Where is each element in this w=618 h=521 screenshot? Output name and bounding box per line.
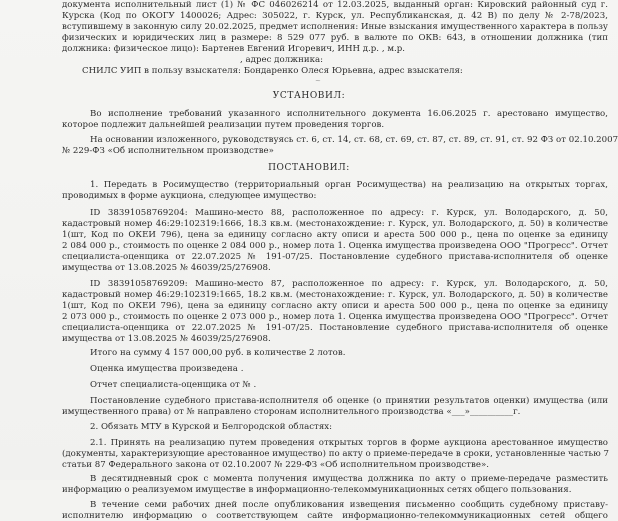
decree-line-1: Постановление судебного пристава-исполнителя об оценке (о принятии результатов оценки) имущества (или [90,396,608,406]
established-line-4: № 229-ФЗ «Об исполнительном производстве» [62,146,274,156]
header-line-7: СНИЛС УИП в пользу взыскателя: Бондаренко Олеся Юрьевна, адрес взыскателя: [82,66,463,76]
lot1-line-2: кадастровый номер 46:29:102319:1666, 18.3 кв.м. (местонахождение: г. Курск, ул. Володарского, д. 50) в количестве [62,219,608,229]
lot1-line-5: специалиста-оценщика от 22.07.2025 № 191-07/25. Постановление судебного пристава-исполнителя об оценке [62,252,608,262]
lot2-line-5: специалиста-оценщика от 22.07.2025 № 191-07/25. Постановление судебного пристава-исполнителя об оценке [62,323,608,333]
item1-line-1: 1. Передать в Росимущество (территориальный орган Росимущества) на реализацию на открытых торгах, [90,180,608,190]
lot2-line-4: 2 073 000 р., стоимость по оценке 2 073 000 р., номер лота 1. Оценка имущества произведена ООО "Прогресс". Отчет [62,312,608,322]
resolved-heading: ПОСТАНОВИЛ: [268,163,350,173]
header-line-1: документа исполнительный лист (1) № ФС 046026214 от 12.03.2025, выданный орган: Кировский районный суд г. [62,0,608,10]
lot2-line-6: имущества от 13.08.2025 № 46039/25/276908. [62,334,271,344]
lot2-line-3: 1(шт, Код по ОКЕИ 796), цена за единицу согласно акту описи и ареста 500 000 р., цена по оценке за единицу [62,301,608,311]
lot2-line-1: ID 38391058769209: Машино-место 87, расположенное по адресу: г. Курск, ул. Володарского, д. 50, [90,279,608,289]
valuation-line: Оценка имущества произведена . [90,364,244,374]
lot1-line-4: 2 084 000 р., стоимость по оценке 2 084 000 р., номер лота 1. Оценка имущества произведена ООО "Прогресс". Отчет [62,241,608,251]
lot2-line-2: кадастровый номер 46:29:102319:1665, 18.2 кв.м. (местонахождение: г. Курск, ул. Володарского, д. 50) в количестве [62,290,608,300]
item2-line: 2. Обязать МТУ в Курской и Белгородской областях: [90,422,333,432]
total-line: Итого на сумму 4 157 000,00 руб. в количестве 2 лотов. [90,348,346,358]
stamp-mark: ~ [315,77,321,85]
decree-line-2: имущественного права) от № направлено сторонам исполнительного производства «___»__________г. [62,407,521,417]
item4-line-2: исполнителю информацию о соответствующем сайте информационно-телекоммуникационных сетей общего [62,511,608,521]
item1-line-2: проводимых в форме аукциона, следующее имущество: [62,191,317,201]
report-line: Отчет специалиста-оценщика от № . [90,380,257,390]
item4-line-1: В течение семи рабочих дней после опубликования извещения письменно сообщить судебному приставу- [90,500,608,510]
lot1-line-6: имущества от 13.08.2025 № 46039/25/276908. [62,263,271,273]
header-line-4: физических и юридических лиц в размере: 8 529 077 руб. в валюте по ОКВ: 643, в отношении должника (тип [62,33,608,43]
lot1-line-1: ID 38391058769204: Машино-место 88, расположенное по адресу: г. Курск, ул. Володарского, д. 50, [90,208,608,218]
header-line-6: , адрес должника: [240,55,324,65]
established-line-3: На основании изложенного, руководствуясь ст. 6, ст. 14, ст. 68, ст. 69, ст. 87, ст. 89, ст. 91, ст. 92 ФЗ от 02.10.2007 [90,135,618,145]
header-line-2: Курска (Код по ОКОГУ 1400026; Адрес: 305022, г. Курск, ул. Республиканская, д. 42 В) по делу № 2-78/2023, [62,11,608,21]
item21-line-2: (документы, характеризующие арестованное имущество) по акту о приеме-передаче в сроки, установленные частью 7 [62,449,609,459]
established-heading: УСТАНОВИЛ: [272,91,346,101]
item3-line-1: В десятидневный срок с момента получения имущества должника по акту о приеме-передаче разместить [90,474,608,484]
item21-line-3: статьи 87 Федерального закона от 02.10.2007 № 229-ФЗ «Об исполнительном производстве». [62,460,490,470]
header-line-3: вступившему в законную силу 20.02.2025, предмет исполнения: Иные взыскания имущественного характера в пользу [62,22,608,32]
established-line-1: Во исполнение требований указанного исполнительного документа 16.06.2025 г. арестовано имущество, [90,109,608,119]
lot1-line-3: 1(шт, Код по ОКЕИ 796), цена за единицу согласно акту описи и ареста 500 000 р., цена по оценке за единицу [62,230,608,240]
item21-line-1: 2.1. Принять на реализацию путем проведения открытых торгов в форме аукциона арестованное имущество [90,438,608,448]
established-line-2: которое подлежит дальнейшей реализации путем проведения торгов. [62,120,385,130]
item3-line-2: информацию о реализуемом имуществе в информационно-телекоммуникационных сетях общего пользования. [62,485,572,495]
header-line-5: должника: физическое лицо): Бартенев Евгений Игоревич, ИНН д.р. , м.р. [62,44,406,54]
